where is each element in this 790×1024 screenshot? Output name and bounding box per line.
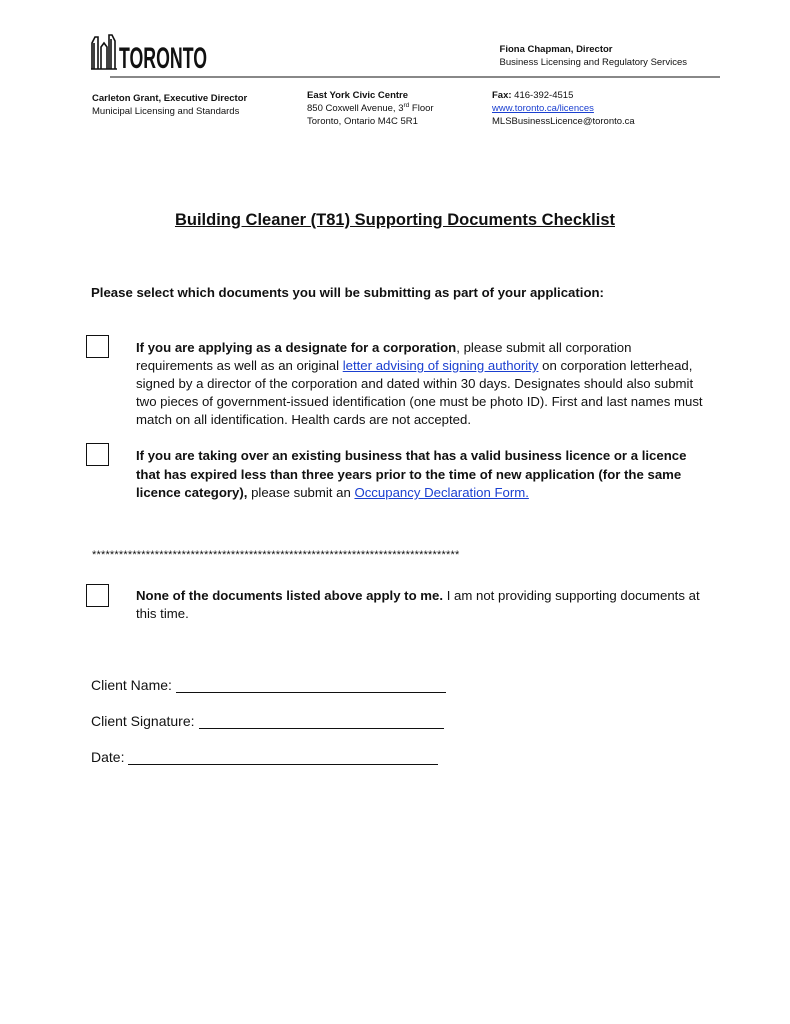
email-address: MLSBusinessLicence@toronto.ca bbox=[492, 116, 635, 127]
logo-wordmark: TORONTO bbox=[119, 42, 207, 75]
client-signature-field[interactable] bbox=[199, 715, 444, 729]
office-city: Toronto, Ontario M4C 5R1 bbox=[307, 116, 418, 127]
none-apply-item-text: None of the documents listed above apply to me. I am not providing supporting documents at this time. bbox=[136, 588, 700, 621]
instruction-text: Please select which documents you will be submitting as part of your application: bbox=[91, 285, 604, 300]
director-department: Business Licensing and Regulatory Services bbox=[499, 57, 687, 68]
separator: ********************************************************************************** bbox=[92, 549, 460, 561]
takeover-checkbox[interactable] bbox=[86, 443, 109, 466]
date-field[interactable] bbox=[128, 751, 438, 765]
signing-authority-link[interactable]: letter advising of signing authority bbox=[342, 358, 539, 373]
designate-item-text: If you are applying as a designate for a corporation, please submit all corporation requirements as well as an original letter advising of signing authority on corporation letterhead, signed by a director of the corporation and dated within 30 days. Designates should also submit two pieces of government-issued identification (one must be photo ID). First and last names must match on all identification. Health cards are not accepted. bbox=[136, 340, 703, 427]
client-name-label: Client Name: bbox=[91, 677, 172, 693]
client-signature-row bbox=[91, 713, 444, 729]
header-divider bbox=[110, 76, 720, 78]
client-signature-label: Client Signature: bbox=[91, 713, 195, 729]
director-block bbox=[500, 43, 687, 69]
fax-number: 416-392-4515 bbox=[511, 90, 574, 101]
office-name: East York Civic Centre bbox=[307, 90, 409, 101]
contact-info-block bbox=[492, 89, 635, 128]
none-apply-checkbox[interactable] bbox=[86, 584, 109, 607]
page-title: Building Cleaner (T81) Supporting Documents Checklist bbox=[174, 211, 616, 229]
executive-name: Carleton Grant, Executive Director bbox=[92, 93, 248, 104]
takeover-item-text: If you are taking over an existing business that has a valid business licence or a licence that has expired less than three years prior to the time of new application (for the same licence category), please submit an Occupancy Declaration Form. bbox=[136, 448, 687, 500]
date-row bbox=[91, 749, 438, 765]
occupancy-declaration-link[interactable]: Occupancy Declaration Form. bbox=[354, 485, 529, 500]
fax-line bbox=[492, 89, 635, 102]
city-hall-icon bbox=[90, 33, 208, 75]
office-address-block bbox=[307, 89, 434, 128]
executive-block bbox=[92, 92, 247, 118]
executive-department: Municipal Licensing and Standards bbox=[92, 106, 240, 117]
designate-checkbox[interactable] bbox=[86, 335, 109, 358]
fax-label: Fax: bbox=[492, 90, 512, 101]
website-link[interactable]: www.toronto.ca/licences bbox=[492, 103, 594, 114]
client-name-row bbox=[91, 677, 446, 693]
office-street: 850 Coxwell Avenue, 3rd Floor bbox=[307, 101, 434, 114]
date-label: Date: bbox=[91, 749, 125, 765]
client-name-field[interactable] bbox=[176, 679, 446, 693]
toronto-logo bbox=[90, 33, 208, 75]
director-name: Fiona Chapman, Director bbox=[499, 44, 613, 55]
